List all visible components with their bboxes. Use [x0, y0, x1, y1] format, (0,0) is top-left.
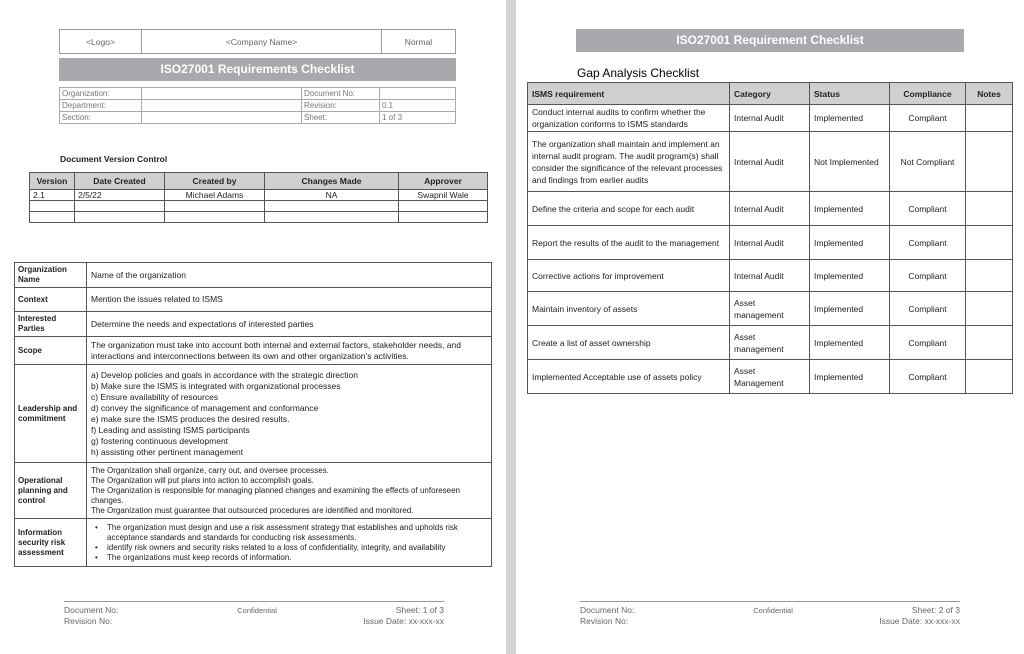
document-status: Normal [382, 30, 456, 54]
column-header: Date Created [75, 173, 165, 190]
header-table [59, 29, 456, 54]
footer-document-no: Document No: [580, 605, 635, 615]
table-cell: Report the results of the audit to the management [528, 226, 730, 260]
table-cell [75, 201, 165, 212]
column-header: Status [810, 83, 890, 105]
content-line: The Organization is responsible for managing planned changes and examining the effects of unforeseen changes. [91, 485, 460, 505]
table-cell: Compliant [890, 260, 966, 292]
row-content: Name of the organization [87, 263, 492, 288]
row-label: Scope [15, 337, 87, 365]
column-header: Created by [165, 173, 265, 190]
content-line: h) assisting other pertinent management [91, 446, 244, 457]
organization-value [142, 88, 302, 100]
table-cell: Define the criteria and scope for each audit [528, 192, 730, 226]
bullet-item: • identify risk owners and security risks related to a loss of confidentiality, integrity, and availability [107, 543, 487, 553]
row-content: Mention the issues related to ISMS [87, 288, 492, 312]
table-cell: Implemented [810, 360, 890, 394]
table-cell [165, 201, 265, 212]
table-cell [399, 212, 488, 223]
footer-sheet: Sheet: 1 of 3 [395, 605, 444, 615]
footer-revision-no: Revision No: [580, 616, 629, 626]
row-content: Determine the needs and expectations of interested parties [87, 312, 492, 337]
bullet-item: • The organizations must keep records of information. [107, 553, 487, 563]
row-label: Operational planning and control [15, 463, 87, 519]
page-footer [580, 601, 960, 627]
column-header: Changes Made [265, 173, 399, 190]
organization-label: Organization: [60, 88, 142, 100]
table-row [15, 463, 492, 519]
table-cell: 2/5/22 [75, 190, 165, 201]
table-row [528, 260, 1013, 292]
table-row [528, 132, 1013, 192]
table-row [15, 365, 492, 463]
table-cell [966, 260, 1013, 292]
table-row [15, 288, 492, 312]
row-content [87, 365, 492, 463]
table-cell: Compliant [890, 192, 966, 226]
table-cell [165, 212, 265, 223]
table-cell [30, 212, 75, 223]
table-row [15, 263, 492, 288]
content-line: a) Develop policies and goals in accordance with the strategic direction [91, 369, 358, 380]
table-cell: Implemented [810, 260, 890, 292]
table-cell: Asset management [730, 326, 810, 360]
table-cell [265, 212, 399, 223]
row-label: Leadership and commitment [15, 365, 87, 463]
table-row [528, 292, 1013, 326]
table-cell: Michael Adams [165, 190, 265, 201]
row-content [87, 519, 492, 567]
table-row [15, 312, 492, 337]
page-title: ISO27001 Requirement Checklist [576, 29, 964, 52]
content-line: f) Leading and assisting ISMS participants [91, 424, 250, 435]
table-cell: Compliant [890, 292, 966, 326]
table-cell: Implemented [810, 192, 890, 226]
table-cell [966, 132, 1013, 192]
column-header: Approver [399, 173, 488, 190]
sheet-label: Sheet: [302, 112, 380, 124]
table-cell [265, 201, 399, 212]
row-content [87, 463, 492, 519]
table-cell [30, 201, 75, 212]
table-cell: Maintain inventory of assets [528, 292, 730, 326]
company-name-placeholder: <Company Name> [142, 30, 382, 54]
column-header: Compliance [890, 83, 966, 105]
gap-analysis-title: Gap Analysis Checklist [577, 66, 700, 80]
table-cell: Not Implemented [810, 132, 890, 192]
table-cell [966, 105, 1013, 132]
table-cell: Create a list of asset ownership [528, 326, 730, 360]
page-footer [64, 601, 444, 627]
footer-confidential: Confidential [237, 606, 277, 615]
row-label: Information security risk assessment [15, 519, 87, 567]
table-cell: Implemented [810, 105, 890, 132]
content-line: b) Make sure the ISMS is integrated with organizational processes [91, 380, 341, 391]
table-cell [966, 360, 1013, 394]
document-page-1 [0, 0, 506, 654]
table-cell: Conduct internal audits to confirm whether the organization conforms to ISMS standards [528, 105, 730, 132]
table-cell: Compliant [890, 226, 966, 260]
column-header: Notes [966, 83, 1013, 105]
column-header: Version [30, 173, 75, 190]
footer-issue-date: Issue Date: xx-xxx-xx [363, 616, 444, 626]
content-line: The Organization must guarantee that outsourced procedures are identified and monitored. [91, 505, 414, 515]
document-no-label: Document No: [302, 88, 380, 100]
table-cell: Implemented [810, 226, 890, 260]
footer-revision-no: Revision No: [64, 616, 113, 626]
table-cell: NA [265, 190, 399, 201]
sheet-value: 1 of 3 [380, 112, 456, 124]
revision-label: Revision: [302, 100, 380, 112]
revision-value: 0.1 [380, 100, 456, 112]
row-label: Organization Name [15, 263, 87, 288]
section-value [142, 112, 302, 124]
document-version-table [29, 172, 488, 223]
table-cell [966, 226, 1013, 260]
table-cell: Asset Management [730, 360, 810, 394]
table-cell: Compliant [890, 105, 966, 132]
column-header: ISMS requirement [528, 83, 730, 105]
bullet-list [91, 523, 487, 563]
meta-table [59, 87, 456, 124]
table-cell: Internal Audit [730, 132, 810, 192]
table-row [15, 337, 492, 365]
table-row [30, 190, 488, 201]
table-cell [75, 212, 165, 223]
table-cell: Internal Audit [730, 105, 810, 132]
table-cell: Not Compliant [890, 132, 966, 192]
table-cell: Swapnil Wale [399, 190, 488, 201]
table-cell: Implemented Acceptable use of assets policy [528, 360, 730, 394]
bullet-item: • The organization must design and use a risk assessment strategy that establishes and upholds risk acceptance standards and standards for conducting risk assessments. [107, 523, 487, 543]
table-row [30, 201, 488, 212]
table-cell: Corrective actions for improvement [528, 260, 730, 292]
footer-sheet: Sheet: 2 of 3 [911, 605, 960, 615]
logo-placeholder: <Logo> [60, 30, 142, 54]
table-cell: Compliant [890, 360, 966, 394]
column-header: Category [730, 83, 810, 105]
table-cell: Implemented [810, 326, 890, 360]
table-cell [966, 292, 1013, 326]
page-title: ISO27001 Requirements Checklist [59, 58, 456, 81]
table-row [528, 360, 1013, 394]
table-row [528, 226, 1013, 260]
content-line: g) fostering continuous development [91, 435, 229, 446]
table-cell: Internal Audit [730, 226, 810, 260]
document-no-value [380, 88, 456, 100]
content-line: e) make sure the ISMS produces the desired results. [91, 413, 290, 424]
table-row [15, 519, 492, 567]
footer-issue-date: Issue Date: xx-xxx-xx [879, 616, 960, 626]
table-cell: Internal Audit [730, 260, 810, 292]
department-value [142, 100, 302, 112]
content-line: c) Ensure availability of resources [91, 391, 219, 402]
context-table [14, 262, 492, 567]
section-label: Section: [60, 112, 142, 124]
row-label: Interested Parties [15, 312, 87, 337]
gap-analysis-table [527, 82, 1013, 394]
table-cell: Asset management [730, 292, 810, 326]
table-cell [966, 192, 1013, 226]
table-row [528, 105, 1013, 132]
table-cell [399, 201, 488, 212]
footer-document-no: Document No: [64, 605, 119, 615]
page-gutter [506, 0, 516, 654]
footer-confidential: Confidential [753, 606, 793, 615]
table-row [528, 326, 1013, 360]
table-cell: Compliant [890, 326, 966, 360]
content-line: d) convey the significance of management and conformance [91, 402, 319, 413]
table-row [528, 192, 1013, 226]
table-cell: Implemented [810, 292, 890, 326]
content-line: The Organization will put plans into action to accomplish goals. [91, 475, 314, 485]
document-version-control-title: Document Version Control [60, 154, 168, 164]
content-line: The Organization shall organize, carry out, and oversee processes. [91, 465, 329, 475]
row-content: The organization must take into account both internal and external factors, stakeholder needs, and interactions and interconnections between its own and other organization’s activities. [87, 337, 492, 365]
table-cell: Internal Audit [730, 192, 810, 226]
table-cell [966, 326, 1013, 360]
table-row [30, 212, 488, 223]
row-label: Context [15, 288, 87, 312]
table-cell: The organization shall maintain and implement an internal audit program. The audit program(s) shall consider the significance of the relevant processes and findings from earlier audits [528, 132, 730, 192]
department-label: Department: [60, 100, 142, 112]
table-cell: 2.1 [30, 190, 75, 201]
